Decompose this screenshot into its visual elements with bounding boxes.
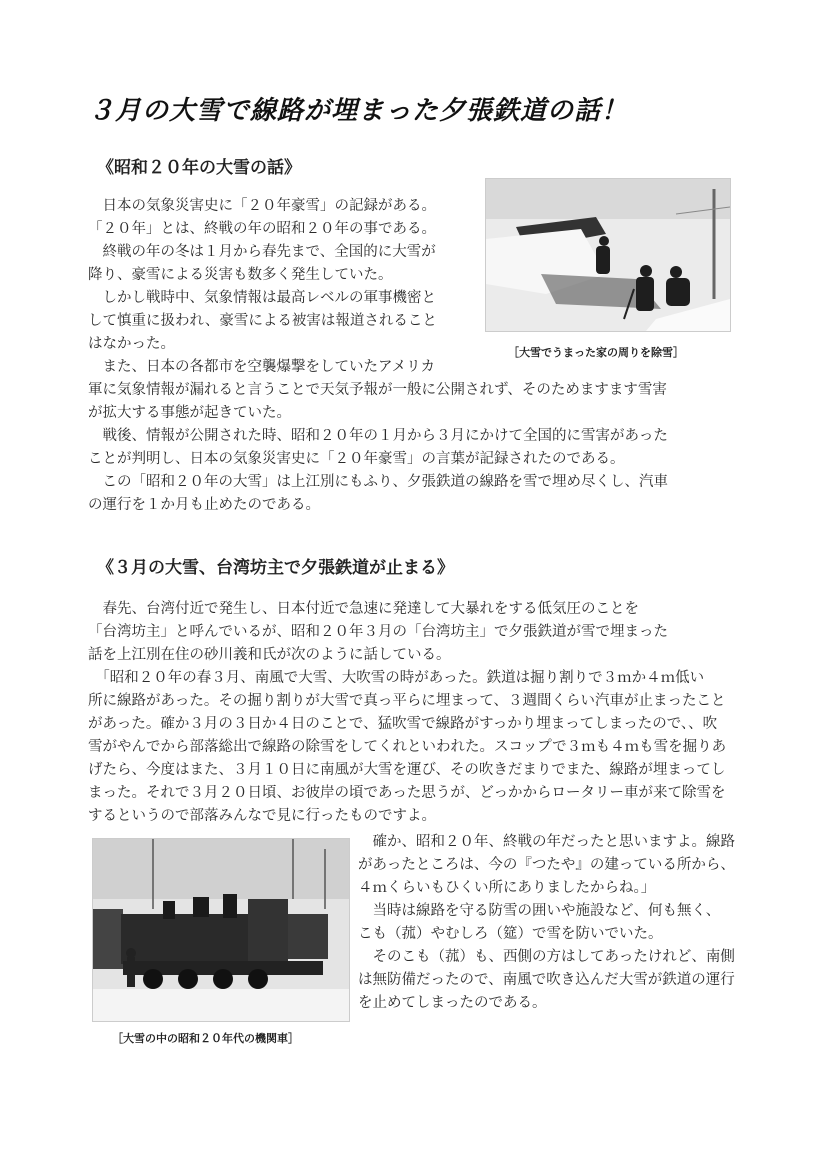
text-line: ことが判明し、日本の気象災害史に「２０年豪雪」の言葉が記録されたのである。: [88, 451, 625, 467]
text-line: 春先、台湾付近で発生し、日本付近で急速に発達して大暴れをする低気圧のことを: [88, 601, 639, 617]
text-line: して慎重に扱われ、豪雪による被害は報道されること: [88, 313, 437, 329]
text-line: 戦後、情報が公開された時、昭和２０年の１月から３月にかけて全国的に雪害があった: [88, 428, 668, 444]
text-line: があったところは、今の『つたや』の建っている所から、: [358, 857, 735, 873]
text-line: 終戦の年の冬は１月から春先まで、全国的に大雪が: [88, 244, 436, 260]
text-line: そのこも（菰）も、西側の方はしてあったけれど、南側: [358, 949, 735, 965]
text-line: 降り、豪雪による災害も数多く発生していた。: [88, 267, 393, 283]
section-body-2-right: [358, 831, 738, 1015]
page-title: ３月の大雪で線路が埋まった夕張鉄道の話！: [88, 96, 629, 126]
text-line: は無防備だったので、南風で吹き込んだ大雪が鉄道の運行: [358, 972, 735, 988]
text-line: しかし戦時中、気象情報は最高レベルの軍事機密と: [88, 290, 436, 306]
text-line: があった。確か３月の３日か４日のことで、猛吹雪で線路がすっかり埋まってしまったので、、吹: [88, 716, 718, 732]
text-line: 当時は線路を守る防雪の囲いや施設など、何も無く、: [358, 903, 721, 919]
text-line: 雪がやんでから部落総出で線路の除雪をしてくれといわれた。スコップで３ｍも４ｍも雪を掘りあ: [88, 739, 727, 755]
text-line: 「２０年」とは、終戦の年の昭和２０年の事である。: [88, 221, 436, 237]
text-line: の運行を１か月も止めたのである。: [88, 497, 320, 513]
section-heading-2: 《３月の大雪、台湾坊主で夕張鉄道が止まる》: [97, 558, 454, 578]
text-line: げたら、今度はまた、３月１０日に南風が大雪を運び、その吹きだまりでまた、線路が埋まってし: [88, 762, 726, 778]
text-line: また、日本の各都市を空襲爆撃をしていたアメリカ: [88, 359, 435, 375]
text-line: 軍に気象情報が漏れると言うことで天気予報が一般に公開されず、そのためますます雪害: [88, 382, 667, 398]
text-line: を止めてしまったのである。: [358, 995, 547, 1011]
text-line: まった。それで３月２０日頃、お彼岸の頃であった思うが、どっかからロータリー車が来て除雪を: [88, 785, 726, 801]
section-heading-1: 《昭和２０年の大雪の話》: [97, 158, 301, 178]
text-line: ４ｍくらいもひくい所にありましたからね。」: [358, 880, 656, 896]
text-line: 日本の気象災害史に「２０年豪雪」の記録がある。: [88, 198, 436, 214]
photo-caption-1: ［大雪でうまった家の周りを除雪］: [508, 346, 684, 359]
text-line: 所に線路があった。その掘り割りが大雪で真っ平らに埋まって、３週間くらい汽車が止まったこと: [88, 693, 726, 709]
text-line: 確か、昭和２０年、終戦の年だったと思いますよ。線路: [358, 834, 735, 850]
text-line: この「昭和２０年の大雪」は上江別にもふり、夕張鉄道の線路を雪で埋め尽くし、汽車: [88, 474, 668, 490]
text-line: 話を上江別在住の砂川義和氏が次のように話している。: [88, 647, 451, 663]
text-line: 「昭和２０年の春３月、南風で大雪、大吹雪の時があった。鉄道は掘り割りで３ｍか４ｍ低い: [88, 670, 705, 686]
locomotive-photo: [92, 838, 350, 1022]
text-line: 「台湾坊主」と呼んでいるが、昭和２０年３月の「台湾坊主」で夕張鉄道が雪で埋まった: [88, 624, 668, 640]
text-line: はなかった。: [88, 336, 175, 352]
text-line: こも（菰）やむしろ（筵）で雪を防いでいた。: [358, 926, 663, 942]
section-body-1: [88, 195, 738, 517]
section-body-2: [88, 598, 738, 828]
photo-caption-2: ［大雪の中の昭和２０年代の機関車］: [112, 1032, 299, 1045]
text-line: が拡大する事態が起きていた。: [88, 405, 291, 421]
text-line: するというので部落みんなで見に行ったものですよ。: [88, 808, 436, 824]
